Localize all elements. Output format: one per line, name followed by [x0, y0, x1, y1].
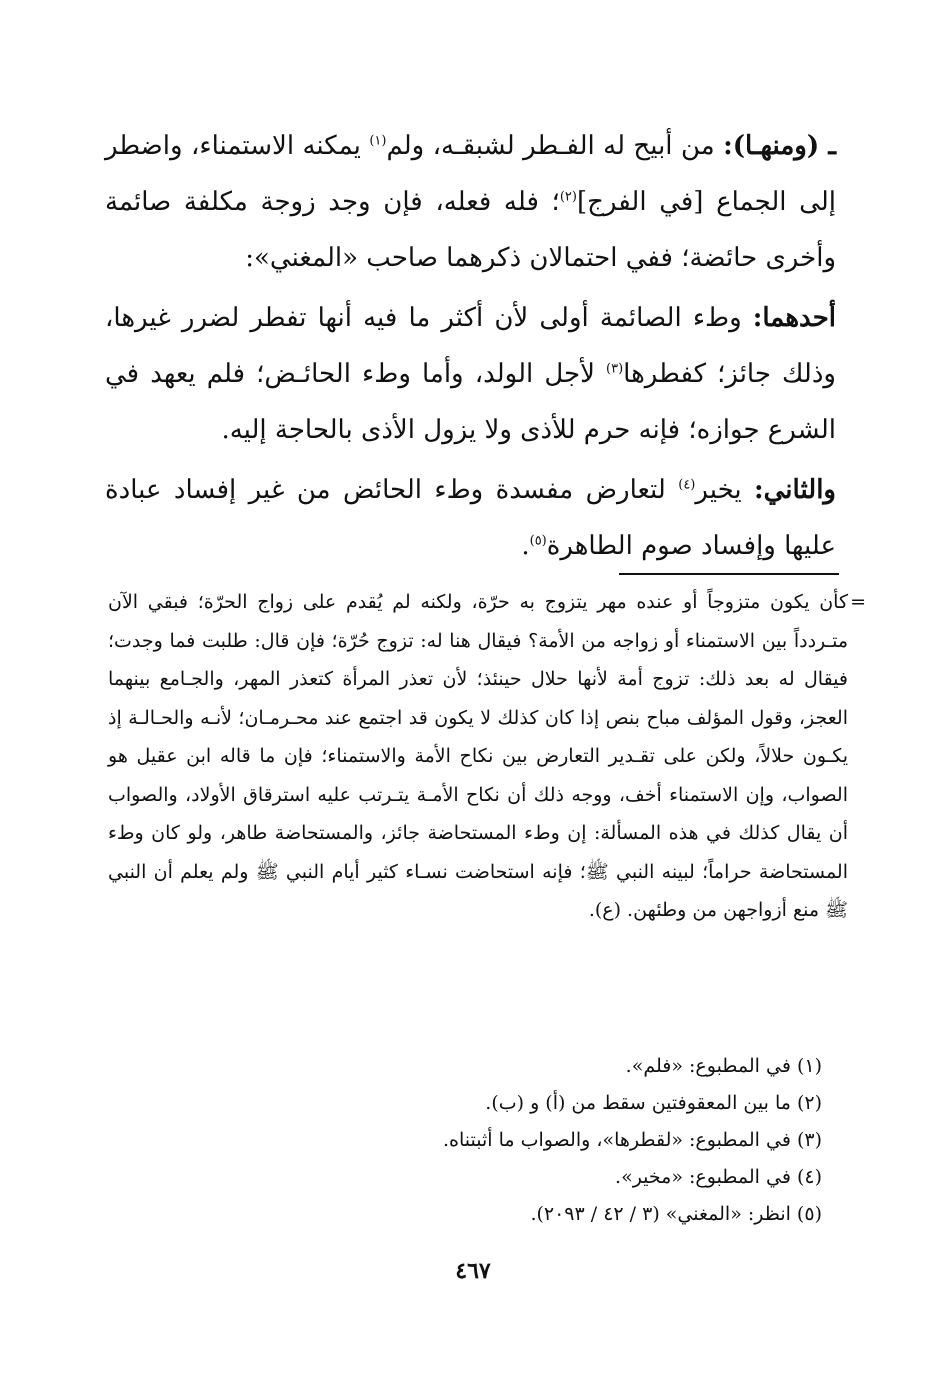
paragraph-1-lead: ـ (ومنهـا): — [723, 131, 836, 161]
footnote-separator — [619, 573, 839, 575]
paragraph-1-text-c: ؛ فله فعله، فإن وجد زوجة مكلفة صائمة وأخرى حائضة؛ ففي احتمالان ذكرهما صاحب «المغني»: — [105, 187, 836, 273]
paragraph-3-text-a: يخير — [695, 475, 755, 505]
footnote-5: (٥) انظر: «المغني» (٣ / ٤٢ / ٢٠٩٣). — [530, 1203, 822, 1225]
paragraph-1-text-a: من أبيح له الفـطر لشبقـه، ولم — [386, 131, 724, 161]
footnotes-list — [108, 1048, 836, 1233]
page-number: ٤٦٧ — [455, 1258, 491, 1284]
paragraph-1-text-b: يمكنه الاستمناء، واضطر إلى الجماع [في الفرج] — [105, 131, 836, 217]
footnote-1: (١) في المطبوع: «فلم». — [625, 1055, 822, 1077]
footnote-ref-4[interactable]: (٤) — [678, 477, 696, 493]
footnote-ref-5[interactable]: (٥) — [529, 533, 547, 549]
paragraph-3-text-b: لتعارض مفسدة وطء الحائض من غير إفساد عبادة عليها وإفساد صوم الطاهرة — [105, 475, 836, 561]
footnote-3: (٣) في المطبوع: «لقطرها»، والصواب ما أثبتناه. — [442, 1129, 822, 1151]
paragraph-3-text-c: . — [521, 531, 530, 561]
main-text — [105, 118, 836, 578]
footnote-ref-1[interactable]: (١) — [369, 133, 387, 149]
paragraph-3-lead: والثاني: — [754, 475, 836, 505]
continuation-marker: = — [850, 591, 866, 613]
paragraph-2-lead: أحدهما: — [752, 303, 836, 333]
paragraph-1 — [105, 118, 836, 286]
footnote-ref-2[interactable]: (٢) — [559, 189, 577, 205]
paragraph-3 — [105, 462, 836, 574]
paragraph-2-text-a: وطء الصائمة أولى لأن أكثر ما فيه أنها تفطر لضرر غيرها، وذلك جائز؛ كفطرها — [105, 303, 836, 389]
continued-footnote-text: كأن يكون متزوجاً أو عنده مهر يتزوج به حرّة، ولكنه لم يُقدم على زواج الحرّة؛ فبقي الآن متـردداً بين الاستمناء أو زواجه من الأمة؟ فيقال هنا له: تزوج حُرّة؛ فإن قال: طلبت فما وجدت؛ فيقال له بعد ذلك: تزوج أمة لأنها حلال حينئذ؛ لأن تعذر المرأة كتعذر المهر، والجـامع بينهما العجز، وقول المؤلف مباح بنص إذا كان كذلك لا يكون قد اجتمع عند محـرمـان؛ لأنـه والحـالـة إذ يكـون حلالاً، ولكن على تقـدير التعارض بين نكاح الأمة والاستمناء؛ فإن ما قاله ابن عقيل هو الصواب، وإن الاستمناء أخف، ووجه ذلك أن نكاح الأمـة يتـرتب عليه استرقاق الأولاد، والصواب أن يقال كذلك في هذه المسألة: إن وطء المستحاضة جائز، والمستحاضة طاهر، ولو كان وطء المستحاضة حراماً؛ لبينه النبي ﷺ؛ فإنه استحاضت نسـاء كثير أيام النبي ﷺ ولم يعلم أن النبي ﷺ منع أزواجهن من وطئهن. (ع). — [108, 591, 848, 921]
paragraph-2 — [105, 290, 836, 458]
continued-footnote — [108, 583, 866, 930]
paragraph-2-text-b: لأجل الولد، وأما وطء الحائـض؛ فلم يعهد في الشرع جوازه؛ فإنه حرم للأذى ولا يزول الأذى بالحاجة إليه. — [105, 359, 836, 445]
footnote-4: (٤) في المطبوع: «مخير». — [615, 1166, 822, 1188]
footnote-2: (٢) ما بين المعقوفتين سقط من (أ) و (ب). — [485, 1092, 822, 1114]
footnote-ref-3[interactable]: (٣) — [606, 361, 624, 377]
